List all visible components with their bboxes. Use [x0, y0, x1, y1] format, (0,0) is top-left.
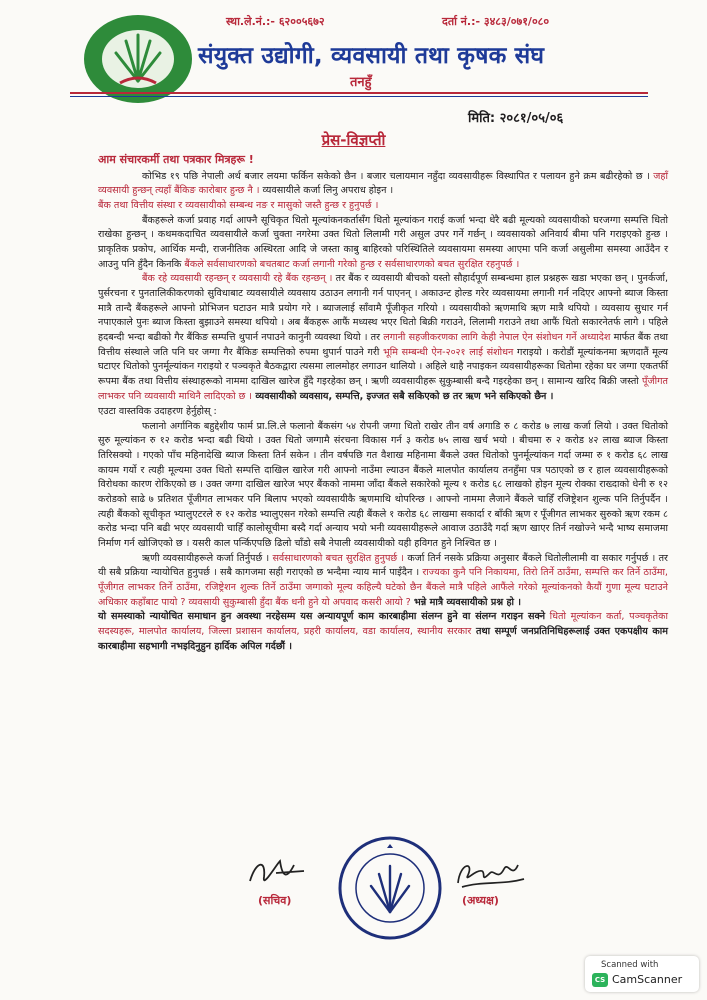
p6-highlight: धितो मूल्यांकन कर्ता, पञ्चकृतेका सदस्यहरू, मालपोत कार्यालय, जिल्ला प्रशासन कार्यालय, प्रहरी कार्यालय, वडा कार्यालय, स्थानीय सरकार — [98, 611, 668, 637]
p5-text: ऋणी व्यवसायीहरूले कर्जा तिर्नुपर्छ । — [142, 552, 270, 564]
p1-highlight-2: बैंक तथा वित्तीय संस्था र व्यवसायीको सम्बन्ध नङ र मासुको जस्तै हुन्छ र हुनुपर्छ । — [98, 199, 379, 211]
camscanner-badge — [585, 956, 699, 992]
darta-number: दर्ता नं.:- ३४८३/०७१/०८० — [442, 15, 550, 28]
p3-text-2: मार्फत बैंक तथा वित्तीय संस्थाले जति पनि घर जग्गा गैर बैंकिङ सम्पत्तिको रुपमा थुपार्न पाउने गरी — [98, 331, 668, 358]
body-text — [98, 153, 668, 654]
chairperson-label: (अध्यक्ष) — [462, 894, 499, 907]
camscanner-name: CamScanner — [612, 973, 683, 986]
p6-bold-2: तथा सम्पूर्ण जनप्रतिनिधिहरूलाई उक्त एकपक्षीय काम कारबाहीमा सहभागी नभइदिनुहुन हार्दिक अपिल गर्दछौं । — [98, 626, 668, 652]
paragraph-4 — [98, 420, 668, 552]
p1-highlight: जहाँ व्यवसायी हुन्छन् त्यहाँ बैंकिङ कारोबार हुन्छ नै । — [98, 170, 669, 197]
press-release-title: प्रेस-विज्ञप्ती — [321, 131, 386, 149]
chairperson-signature — [452, 855, 528, 891]
organization-name: संयुक्त उद्योगी, व्यवसायी तथा कृषक संघ — [198, 43, 545, 69]
p5-text-2: कर्जा तिर्न नसके प्रक्रिया अनुसार बैंकले धितोलीलामी वा सकार गर्नुपर्छ । तर यी सबै प्रक्रिया न्यायोचित हुनुपर्छ । सबै कागजमा सही गराएको छ भन्दैमा न्याय मार्न पाइँदैन । — [98, 552, 668, 579]
salutation: आम संचारकर्मी तथा पत्रकार मित्रहरू ! — [98, 153, 254, 166]
p3-text-3: गराइयो । करोडौं मूल्यांकनमा ऋणदातैं मूल्य घटाएर धितोको पुनर्मूल्यांकन गराइयो र पञ्चकृते बैठकद्वारा त्यसमा लालमोहर लगाउन थालियो । अहिले थाहै नपाइकन व्यवसायीहरूका धितोमा रहेका घर जग्गा एकतर्फी रूपमा बैंक तथा वित्तीय संस्थाहरूको नाममा दाखिल खारेज हुँदै गइरहेका छन् । ऋणी व्यवसायीहरू सुकुम्बासी बन्दै गइरहेका छन् । सामान्य खरिद बिक्री जस्तो — [98, 346, 668, 387]
p3-text: तर बैंक र व्यवसायी बीचको यस्तो सौहार्दपूर्ण सम्बन्धमा हाल प्रश्नहरू खडा भएका छन् । पुनर्कर्जा, पुर्सरचना र पुनतालिकीकरणको सुविधाबाट व्यवसायीले व्यवसाय उठाउन लगानी गर्न पाएनन् । अकाउन्ट होल्ड गरेर व्यवसायमा लगानी गर्न नदिएर आफ्नो ब्याज किस्ता मात्रै तान्दै बैंकहरूले आफ्नो प्रोभिजन घटाउन मात्रै प्रयोग गरे । ब्याजलाई साँवामै पूँजीकृत गरियो । व्यवसायीको ऋणमाथि ऋण मात्रै थपियो । व्यवसाय सुधार गर्न नपाएकाले पुनः ब्याज किस्ता बुझाउने समस्या थपियो । अब बैंकहरू आफैं मध्यस्थ भएर धितो बिक्री गराउने, लिलामी गराउने तथा आफैं धितो सकारनेतर्फ लागे । पहिले हदबन्दी भन्दा बढीको गैर बैंकिङ सम्पत्ति थुपार्न नपाउने कानुनी व्यवस्था थियो । तर — [98, 273, 668, 343]
header-divider-red — [70, 92, 648, 94]
p3-highlight-3: भूमि सम्बन्धी ऐन-२०२१ लाई संशोधन — [379, 346, 514, 358]
example-heading: एउटा वास्तविक उदाहरण हेर्नुहोस् : — [98, 406, 217, 418]
p1-text: कोभिड १९ पछि नेपाली अर्थ बजार लयमा फर्किन सकेको छैन । बजार चलायमान नहुँदा व्यवसायीहरू विस्थापित र पलायन हुने क्रम बढीरहेको छ । — [142, 170, 650, 182]
secretary-signature — [246, 855, 308, 891]
p6-bold: यो समस्याको न्यायोचित समाधान हुन अवस्था नरहेसम्म यस अन्यायपूर्ण काम कारबाहीमा संलग्न हुने वा संलग्न गराइन सक्ने — [98, 611, 546, 623]
secretary-label: (सचिव) — [258, 894, 292, 907]
district-name: तनहुँ — [350, 75, 372, 90]
camscanner-icon: CS — [592, 973, 608, 987]
header-divider-blue — [70, 96, 648, 97]
scanned-with-text: Scanned with — [601, 960, 659, 970]
p2-text: बैंकहरूले कर्जा प्रवाह गर्दा आफ्नै सूचिकृत धितो मूल्यांकनकर्तासँग धितो मूल्यांकन गराई कर्जा भन्दा धेरै बढी मूल्यको व्यवसायीको घरजग्गा सम्पत्ति धितो राखेका हुन्छन् । कथमकदाचित व्यवसायीले कर्जा चुक्ता नगरेमा उक्त धितो लिलामी गरी असुल उपर गर्ने गर्छन् । व्यवसायको अनिवार्य बीमा पनि गराइएको हुन्छ । प्राकृतिक प्रकोप, आर्थिक मन्दी, राजनीतिक अस्थिरता आदि जे जस्ता काबु बाहिरको परिस्थितिले व्यवसायमा समस्या आएमा पनि कर्जा असुलीमा समस्या आउँदैन र आउनु पनि हुँदैन किनकि — [98, 214, 668, 270]
p3-highlight-4: पूँजीगत लाभकर पनि व्यवसायी माथिनै लादिएको छ । — [98, 375, 668, 402]
p5-bold: भन्ने मात्रै व्यवसायीको प्रश्न हो । — [410, 596, 521, 608]
p5-highlight: सर्वसाधारणको बचत सुरक्षित हुनुपर्छ । — [269, 552, 405, 564]
organization-seal — [335, 836, 445, 940]
paragraph-2 — [98, 214, 668, 273]
p3-highlight-2: लगानी सहजीकरणका लागि केही नेपाल ऐन संशोधन गर्ने अध्यादेश — [380, 331, 611, 343]
paragraph-1 — [98, 170, 668, 214]
p4-text: फलानो अर्गानिक बहुद्देशीय फार्म प्रा.लि.ले फलानो बैंकसंग ५४ रोपनी जग्गा धितो राखेर तीन वर्ष अगाडि रु ८ करोड ७ लाख कर्जा लियो । उक्त धितोको सुरु मूल्यांकन रु १२ करोड भन्दा बढी थियो । उक्त धितो जग्गामै संरचना विकास गर्न ३ करोड ७५ लाख खर्च भयो । बीचमा रु २ करोड ४२ लाख ब्याज किस्ता तिरिसक्यो । गएको पाँच महिनादेखि ब्याज किस्ता तिर्न सकेन । तीन वर्षपछि गत वैशाख महिनामा बैंकले उक्त धितोको पुनर्मूल्यांकन गर्दा जम्मा रु १ करोड ६८ लाख कायम गर्यो र त्यही मूल्यमा उक्त धितो सम्पत्ति दाखिल खारेज गरी आफ्नो नाउँमा ल्याउन बैंकले मालपोत कार्यालय तनहुँमा पत्र पठाएको छ र हाल व्यवसायीहरूको विरोधका कारण रोकिएको छ । उक्त जग्गा दाखिल खारेज भएर बैंकको नाममा जाँदा बैंकले सकारेको मूल्य १ करोड ६८ लाखको होइन मूल्य रोक्का राख्दाको धेनी रु १२ करोडको साढे ७ प्रतिशत पूँजीगत लाभकर पनि बिलाप भएको व्यवसायीकै ऋणमाथि थोपरिन्छ । आफ्नो नाममा लैजाने बैंकले चाहिँ रजिष्ट्रेशन शुल्क पनि तिर्नुपर्दैन । त्यही बैंकको सूचीकृत भ्यालुएटरले रु १२ करोड भ्यालुएसन गरेको सम्पत्ति त्यही बैंकले १ करोड ६८ लाखमा सकार्दा र बाँकी ऋण र पूँजीगत लाभकर सुरुको ऋण रकम ८ करोड भन्दा पनि बढी भएर व्यवसायी चाहिँ कालोसूचीमा बस्दै गर्दा अन्याय भयो भनी व्यवसायीहरूले आवाज उठाउँदै गर्दा ऋण खाएर तिर्न नखोज्ने भन्दै भाष्य समाजमा निर्माण गर्न खोजिएको छ । यसरी काल पर्न्किएपछि ढिलो चाँडो सबै नेपाली व्यवसायीको यही हविगत हुने निश्चित छ । — [98, 420, 668, 550]
paragraph-5 — [98, 552, 668, 611]
p1-text-2: व्यवसायीले कर्जा लिनु अपराध होइन । — [259, 185, 394, 197]
p5-highlight-2: राज्यका कुनै पनि निकायमा, तिरो तिर्ने ठाउँमा, सम्पत्ति कर तिर्ने ठाउँमा, पूँजीगत लाभकर तिर्ने ठाउँमा, रजिष्ट्रेशन शुल्क तिर्ने ठाउँमा जग्गाको मूल्य कहिल्यै घटेको छैन बैंकले मात्रै पहिले आफैंले गरेको मूल्यांकनको कैयौं गुणा मूल्य घटाउने अधिकार कहाँबाट पायो ? व्यवसायी सुकुम्बासी हुँदा बैंक धनी हुने यो अपवाद कसरी आयो ? — [98, 567, 668, 608]
p3-bold: व्यवसायीको व्यवसाय, सम्पत्ति, इज्जत सबै सकिएको छ तर ऋण भने सकिएको छैन । — [252, 390, 554, 402]
paragraph-6 — [98, 610, 668, 654]
registration-number: स्था.ले.नं.:- ६२००५६७२ — [226, 15, 325, 28]
date: मिति: २०८१/०५/०६ — [468, 111, 564, 126]
p2-highlight: बैंकले सर्वसाधारणको बचतबाट कर्जा लगानी गरेको हुन्छ र सर्वसाधारणको बचत सुरक्षित रहनुपर्छ । — [181, 258, 520, 270]
p3-highlight: बैंक रहे व्यवसायी रहन्छन् र व्यवसायी रहे बैंक रहन्छन् । — [142, 273, 333, 285]
paragraph-3 — [98, 272, 668, 404]
